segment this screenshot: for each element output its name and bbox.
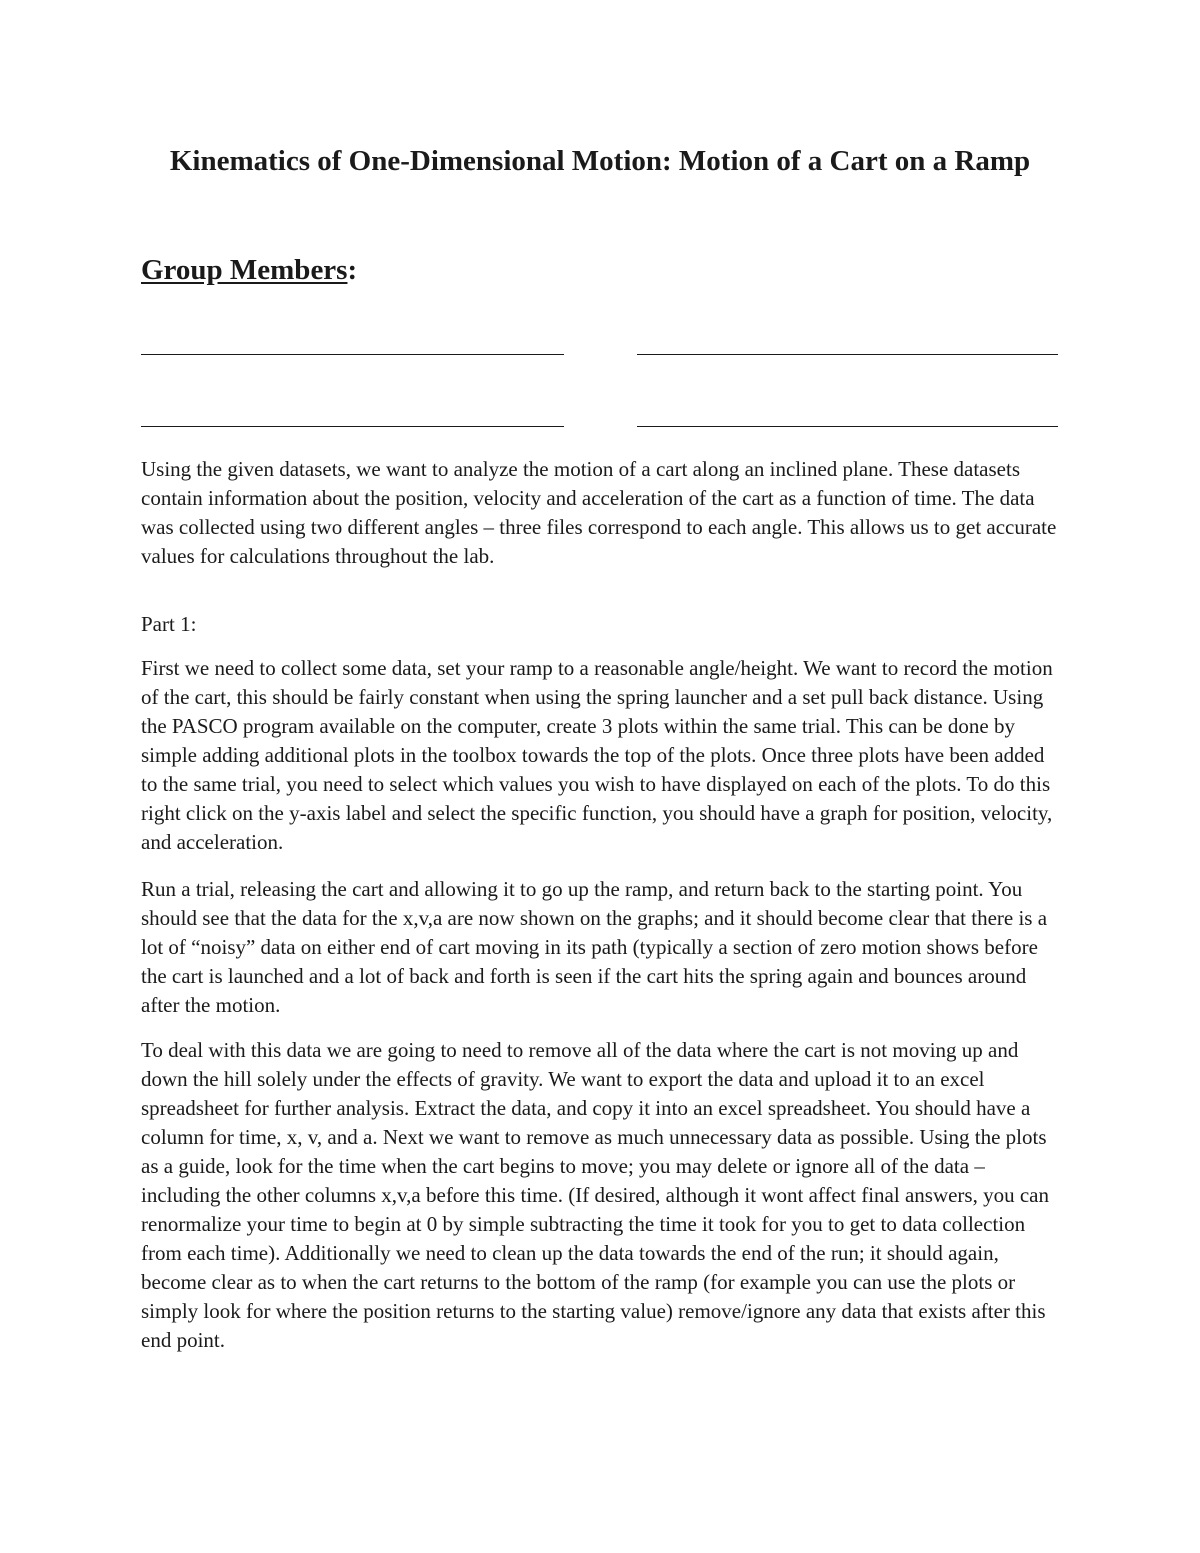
part1-paragraph-2: Run a trial, releasing the cart and allowing it to go up the ramp, and return back to the starting point. You should see that the data for the x,v,a are now shown on the graphs; and it should become clear that there is a lot of “noisy” data on either end of cart moving in its path (typically a section of zero motion shows before the cart is launched and a lot of back and forth is seen if the cart hits the spring again and bounces around after the motion.	[141, 877, 1048, 1017]
part1-label: Part 1:	[141, 612, 197, 636]
member-line-2	[637, 354, 1058, 355]
part1-paragraph-3: To deal with this data we are going to need to remove all of the data where the cart is not moving up and down the hill solely under the effects of gravity. We want to export the data and upload it to an excel spreadsheet for further analysis. Extract the data, and copy it into an excel spreadsheet. You should have a column for time, x, v, and a. Next we want to remove as much unnecessary data as possible. Using the plots as a guide, look for the time when the cart begins to move; you may delete or ignore all of the data – including the other columns x,v,a before this time. (If desired, although it wont affect final answers, you can renormalize your time to begin at 0 by simple subtracting the time it took for you to get to data collection from each time). Additionally we need to clean up the data towards the end of the run; it should again, become clear as to when the cart returns to the bottom of the ramp (for example you can use the plots or simply look for where the position returns to the starting value) remove/ignore any data that exists after this end point.	[141, 1038, 1049, 1352]
member-line-3	[141, 426, 564, 427]
member-line-4	[637, 426, 1058, 427]
group-members-colon: :	[347, 254, 358, 286]
member-line-1	[141, 354, 564, 355]
intro-paragraph: Using the given datasets, we want to analyze the motion of a cart along an inclined plane. These datasets contain information about the position, velocity and acceleration of the cart as a function of time. The data was collected using two different angles – three files correspond to each angle. This allows us to get accurate values for calculations throughout the lab.	[141, 457, 1057, 568]
page-title: Kinematics of One-Dimensional Motion: Motion of a Cart on a Ramp	[169, 145, 1031, 177]
part1-paragraph-1: First we need to collect some data, set your ramp to a reasonable angle/height. We want to record the motion of the cart, this should be fairly constant when using the spring launcher and a set pull back distance. Using the PASCO program available on the computer, create 3 plots within the same trial. This can be done by simple adding additional plots in the toolbox towards the top of the plots. Once three plots have been added to the same trial, you need to select which values you wish to have displayed on each of the plots. To do this right click on the y-axis label and select the specific function, you should have a graph for position, velocity, and acceleration.	[141, 656, 1053, 854]
group-members-label: Group Members	[141, 254, 348, 286]
group-members-heading	[141, 250, 357, 290]
